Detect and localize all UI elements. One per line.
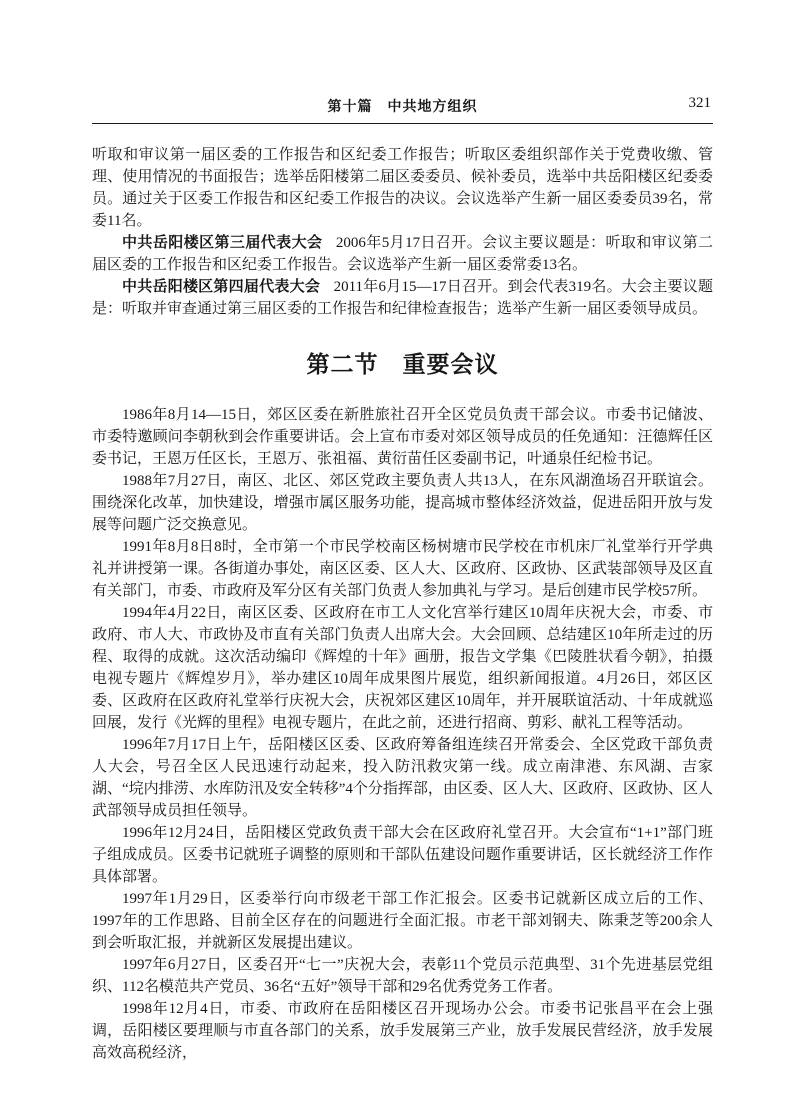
paragraph-text: 1988年7月27日，南区、北区、郊区党政主要负责人共13人，在东风湖渔场召开联谊会。围绕深化改革，加快建设，增强市属区服务功能，提高城市整体经济效益，促进岳阳开放与发展等问题广泛交换意见。 [92,473,713,533]
paragraph-lead: 中共岳阳楼区第三届代表大会 [122,235,323,251]
paragraph-text: 听取和审议第一届区委的工作报告和区纪委工作报告；听取区委组织部作关于党费收缴、管理、使用情况的书面报告；选举岳阳楼第二届区委委员、候补委员，选举中共岳阳楼区纪委委员。通过关于区委工作报告和区纪委工作报告的决议。会议选举产生新一届区委委员39名，常委11名。 [92,147,713,229]
paragraph-text: 1994年4月22日，南区区委、区政府在市工人文化宫举行建区10周年庆祝大会，市委、市政府、市人大、市政协及市直有关部门负责人出席大会。大会回顾、总结建区10年所走过的历程、取得的成就。这次活动编印《辉煌的十年》画册，报告文学集《巴陵胜状看今朝》，拍摄电视专题片《辉煌岁月》，举办建区10周年成果图片展览，组织新闻报道。4月26日，郊区区委、区政府在区政府礼堂举行庆祝大会，庆祝郊区建区10周年，并开展联谊活动、十年成就巡回展，发行《光辉的里程》电视专题片，在此之前，还进行招商、剪彩、献礼工程等活动。 [92,605,713,731]
congress-paragraph [92,232,713,276]
body-paragraph [92,998,713,1064]
section-heading: 第二节 重要会议 [306,352,499,377]
paragraph-text: 1997年6月27日，区委召开“七一”庆祝大会，表彰11个党员示范典型、31个先进基层党组织、112名模范共产党员、36名“五好”领导干部和29名优秀党务工作者。 [92,957,713,995]
body-paragraph [92,954,713,998]
chapter-title: 第十篇 中共地方组织 [327,100,478,115]
continued-paragraph [92,144,713,232]
paragraph-text: 1997年1月29日，区委举行向市级老干部工作汇报会。区委书记就新区成立后的工作、1997年的工作思路、目前全区存在的问题进行全面汇报。市老干部刘钢夫、陈秉芝等200余人到会听取汇报，并就新区发展提出建议。 [92,891,713,951]
paragraph-text: 1996年7月17日上午，岳阳楼区区委、区政府筹备组连续召开常委会、全区党政干部负责人大会，号召全区人民迅速行动起来，投入防汛救灾第一线。成立南津港、东风湖、吉家湖、“垸内排涝、水库防汛及安全转移”4个分指挥部，由区委、区人大、区政府、区政协、区人武部领导成员担任领导。 [92,737,713,819]
body-paragraph [92,404,713,470]
body-paragraph [92,822,713,888]
paragraph-text: 1996年12月24日，岳阳楼区党政负责干部大会在区政府礼堂召开。大会宣布“1+1”部门班子组成成员。区委书记就班子调整的原则和干部队伍建设问题作重要讲话，区长就经济工作作具体部署。 [92,825,713,885]
page-number: 321 [688,95,711,111]
paragraph-text: 2006年5月17日召开。会议主要议题是：听取和审议第二届区委的工作报告和区纪委工作报告。会议选举产生新一届区委常委13名。 [92,235,713,273]
paragraph-text: 1998年12月4日，市委、市政府在岳阳楼区召开现场办公会。市委书记张昌平在会上强调，岳阳楼区要理顺与市直各部门的关系，放手发展第三产业，放手发展民营经济，放手发展高效高税经济， [92,1001,713,1061]
paragraph-text: 1986年8月14—15日，郊区区委在新胜旅社召开全区党员负责干部会议。市委书记储波、市委特邀顾问李朝秋到会作重要讲话。会上宣布市委对郊区领导成员的任免通知：汪德辉任区委书记，王恩万任区长，王恩万、张祖福、黄衍苗任区委副书记，叶通泉任纪检书记。 [92,407,713,467]
page-content [92,96,713,1064]
body-paragraph [92,470,713,536]
page-header [92,96,713,124]
body-paragraph [92,888,713,954]
body-text [92,144,713,1064]
paragraph-text: 1991年8月8日8时，全市第一个市民学校南区杨树塘市民学校在市机床厂礼堂举行开学典礼并讲授第一课。各街道办事处，南区区委、区人大、区政府、区政协、区武装部领导及区直有关部门，市委、市政府及军分区有关部门负责人参加典礼与学习。是后创建市民学校57所。 [92,539,713,599]
paragraph-text: 2011年6月15—17日召开。到会代表319名。大会主要议题是：听取并审查通过第三届区委的工作报告和纪律检查报告；选举产生新一届区委领导成员。 [92,279,713,317]
paragraph-lead: 中共岳阳楼区第四届代表大会 [122,279,321,295]
body-paragraph [92,734,713,822]
body-paragraph [92,536,713,602]
body-paragraph [92,602,713,734]
congress-paragraph [92,276,713,320]
